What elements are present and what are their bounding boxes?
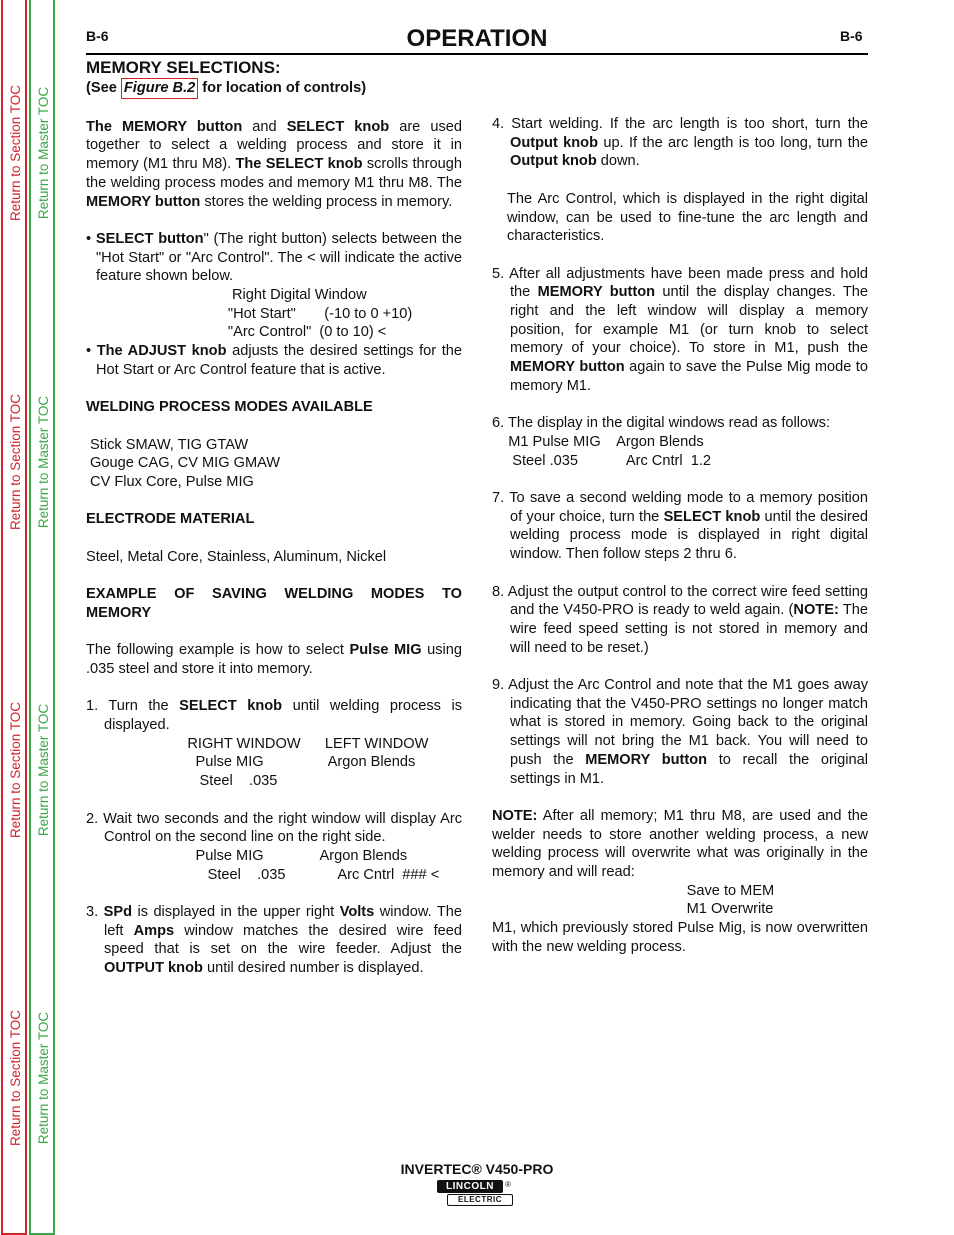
step-5: 5. After all adjustments have been made press and hold the MEMORY button until the display changes. The right and the left window will display a memory position, for example M1 (or turn knob to select memory of your choice). To store in M1, push the MEMORY button again to save the Pulse Mig mode to memory M1. <box>492 265 869 394</box>
step-6: 6. The display in the digital windows read as follows: <box>492 415 831 432</box>
logo-bottom: ELECTRIC <box>447 1194 513 1206</box>
adjust-knob-bullet: • The ADJUST knob adjusts the desired settings for the Hot Start or Arc Control feature that is active. <box>86 343 462 378</box>
step-1: 1. Turn the SELECT knob until welding process is displayed. <box>86 698 463 734</box>
arc-control-note: The Arc Control, which is displayed in the right digital window, can be used to fine-tune the arc length and characteristics. <box>507 190 868 245</box>
intro-paragraph: The MEMORY button and SELECT knob are used together to select a welding process and store it in memory (M1 thru M8). The SELECT knob scrolls through the welding process modes and memory M1 thru M8. The MEMORY button stores the welding process in memory. <box>86 118 462 210</box>
example-paragraph: The following example is how to select Pulse MIG using .035 steel and store it into memory. <box>86 642 462 677</box>
right-column <box>492 115 868 957</box>
step-2: 2. Wait two seconds and the right window will display Arc Control on the second line on the right side. <box>86 810 462 846</box>
logo-registered-mark: ® <box>505 1180 511 1189</box>
modes-heading: WELDING PROCESS MODES AVAILABLE <box>86 399 373 416</box>
step-9: 9. Adjust the Arc Control and note that the M1 goes away indicating that the V450-PRO settings no longer match what is stored in memory. Going back to the original settings will not bring the M1 back. You will need to push the MEMORY button to recall the original settings in M1. <box>492 677 868 787</box>
right-window-table: Right Digital Window "Hot Start" (-10 to 0 +10) "Arc Control" (0 to 10) < <box>227 287 413 341</box>
header-divider <box>86 53 868 55</box>
step-8: 8. Adjust the output control to the correct wire feed setting and the V450-PRO is ready to weld again. (NOTE: The wire feed speed setting is not stored in memory and will need to be reset.) <box>492 583 868 656</box>
return-to-master-toc-link[interactable]: Return to Master TOC <box>36 86 51 220</box>
figure-b2-link[interactable]: Figure B.2 <box>121 78 198 99</box>
return-to-section-toc-link[interactable]: Return to Section TOC <box>8 1009 23 1147</box>
product-model: INVERTEC® V450-PRO <box>400 1161 554 1177</box>
section-title: MEMORY SELECTIONS: <box>86 58 281 77</box>
step-1-table: RIGHT WINDOW LEFT WINDOW Pulse MIG Argon Blends Steel .035 <box>187 735 429 790</box>
figure-reference: (See Figure B.2 for location of controls) <box>86 78 462 99</box>
step-3: 3. SPd is displayed in the upper right Volts window. The left Amps window matches the desired wire feed speed that is set on the wire feeder. Adjust the OUTPUT knob until desired number is displayed. <box>86 904 462 977</box>
page-title: OPERATION <box>406 25 548 52</box>
return-to-master-toc-link[interactable]: Return to Master TOC <box>36 1011 51 1145</box>
electrode-list: Steel, Metal Core, Stainless, Aluminum, Nickel <box>86 548 387 565</box>
electrode-heading: ELECTRODE MATERIAL <box>86 511 255 528</box>
return-to-master-toc-link[interactable]: Return to Master TOC <box>36 395 51 529</box>
step-6-table: M1 Pulse MIG Argon Blends Steel .035 Arc Cntrl 1.2 <box>508 433 711 469</box>
return-to-section-toc-link[interactable]: Return to Section TOC <box>8 701 23 839</box>
step-4: 4. Start welding. If the arc length is too short, turn the Output knob up. If the arc length is too long, turn the Output knob down. <box>492 116 868 170</box>
overwrite-note: NOTE: After all memory; M1 thru M8, are used and the welder needs to store another welding process, a new welding process will overwrite what was originally in the memory and will read: <box>492 807 868 881</box>
overwrite-note-end: M1, which previously stored Pulse Mig, is now overwritten with the new welding process. <box>492 920 868 955</box>
logo-top: LINCOLN <box>437 1180 503 1193</box>
return-to-section-toc-link[interactable]: Return to Section TOC <box>8 84 23 222</box>
section-toc-tab <box>1 0 27 1235</box>
modes-list: Stick SMAW, TIG GTAW Gouge CAG, CV MIG GMAW CV Flux Core, Pulse MIG <box>90 436 281 490</box>
page-number-left: B-6 <box>86 28 109 44</box>
return-to-master-toc-link[interactable]: Return to Master TOC <box>36 703 51 837</box>
overwrite-display: Save to MEM M1 Overwrite <box>686 882 775 918</box>
return-to-section-toc-link[interactable]: Return to Section TOC <box>8 393 23 531</box>
lincoln-electric-logo <box>437 1180 513 1208</box>
master-toc-tab <box>29 0 55 1235</box>
step-7: 7. To save a second welding mode to a memory position of your choice, turn the SELECT knob until the desired welding process mode is displayed in right digital window. Then follow steps 2 thru 6. <box>492 490 869 563</box>
left-column <box>86 57 462 978</box>
example-heading: EXAMPLE OF SAVING WELDING MODES TO MEMORY <box>86 586 462 621</box>
step-2-table: Pulse MIG Argon Blends Steel .035 Arc Cntrl ### < <box>195 847 440 883</box>
select-button-bullet: • SELECT button" (The right button) selects between the "Hot Start" or "Arc Control". The < will indicate the active feature shown below. <box>86 230 462 285</box>
page-number-right: B-6 <box>840 28 863 44</box>
